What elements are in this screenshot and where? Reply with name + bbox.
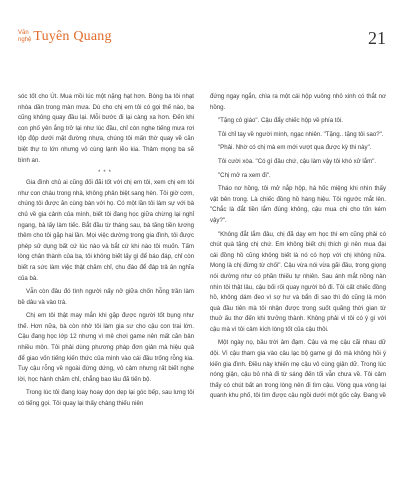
paragraph: Tôi chỉ tay về người mình, ngạc nhiên. "Tặng.. tặng tôi sao?". — [218, 130, 384, 138]
paragraph: Tôi cười xòa. "Có gì đâu chứ, cậu làm vậy tôi khó xử lắm". — [218, 157, 377, 165]
logo-small-line1: Văn — [18, 30, 29, 36]
paragraph: sóc tốt cho Út. Mua mồi lúc một nặng hạt hơn. Bóng ba tôi nhạt nhòa dần trong màn mưa. Dù cho chị em tôi có gọi thế nào, ba cũng không quay đầu lại. Mỗi bước đi lại càng xa hơn. Đến khi con phố yên ắng trở lại như lúc đầu, chỉ còn nghe tiếng mưa rơi lộp độp dưới mặt đường nhựa, chúng tôi mấn thờ quay về căn biệt thự to lớn nhưng vô cùng lạnh lẽo kia. Thảm mọng ba sẽ bình an. — [18, 93, 194, 164]
logo-small-line2: nghệ — [18, 37, 32, 43]
paragraph: "Tặng cô giáo". Cậu đẩy chiếc hộp về phía tôi. — [218, 117, 343, 125]
paragraph: Tháo nơ hồng, tôi mở nắp hộp, há hốc miệng khi nhìn thấy vật bên trong. Là chiếc đồng hồ hàng hiệu. Tôi ngước mắt lên. "Chắc là đắt tiền lắm đúng không, cậu mua chi cho tốn kém vậy?". — [210, 185, 386, 224]
paragraph: "Chị mở ra xem đi". — [218, 171, 271, 179]
magazine-logo — [18, 30, 112, 44]
paragraph: đứng ngay ngắn, chìa ra một cái hộp vuông nhỏ xinh có thắt nơ hồng. — [210, 93, 386, 111]
section-separator: *** — [97, 170, 114, 177]
paragraph: Trong lúc tôi đang loay hoay dọn dẹp lại góc bếp, sau lưng tôi có tiếng gọi. Tôi quay lại thấy chàng thiếu niên — [18, 389, 194, 408]
left-column — [18, 92, 194, 413]
logo-small-text — [18, 30, 31, 44]
logo-main-text: Tuyên Quang — [33, 29, 112, 44]
paragraph: Một ngày nọ, bầu trời âm đạm. Cậu và mẹ cậu cãi nhau dữ dội. Vì cậu tham gia vào câu lạc bộ game gì đó mà không hỏi ý kiến gia đình. Điều này khiến mẹ cậu vô cùng giận dữ. Trong lúc nóng giận, cậu bỏ nhà đi từ sáng đến tối vẫn chưa về. Tôi cảm thấy có chút bất an trong lòng nên đi tìm cậu. Vòng qua vòng lại quanh khu phố, tôi tìm được cậu ngồi dưới một gốc cây. Đang về — [210, 339, 386, 400]
paragraph: "Phải. Nhờ có chị mà em mới vượt qua được kỳ thi này". — [218, 144, 372, 152]
paragraph: Vẫn còn đâu đó tình người nấy nở giữa chốn hỗng trần làm bề dâu và vào trá. — [18, 288, 194, 306]
paragraph: Gia đình chủ ai cũng đối đãi tốt với chị em tôi, xem chị em tôi như con cháu trong nhà, không phân biệt sang hèn. Tôi giờ cơm, chúng tôi được ăn cùng bàn với họ. Có một lần tôi làm sự với bà chủ về gia cảnh của mình, biết tôi đang học giữa chừng lại nghỉ ngang, bà lấy làm tiếc. Bắt đầu từ tháng sau, bà tăng tiền lương thêm cho tôi gặp hai lần. Mọi việc dường trong gia đình, tôi được phép sử dụng bất cứ lúc nào và bắt cứ khi nào tôi muốn. Tấm lòng chân thành của ba, tôi không biết lấy gì để báo đáp, chỉ còn biết ra sức làm việc thật chăm chỉ, chu đáo để đáp trả ân nghĩa của bà. — [18, 179, 194, 282]
paragraph: Chị em tôi thật may mắn khi gặp được người tốt bụng như thế. Hơn nữa, bà còn nhờ tôi làm gia sư cho cậu con trai lớn. Cậu đang học lớp 12 nhưng vì mê chơi game nên mất căn bản nhiều môn. Tôi phải dùng phương pháp đơn giản mà hiệu quả để giao vốn tiếng kiến thức của mình vào cái đầu trống rỗng kia. Tuy cậu rỗng về ngoài đứng dứng, vô cảm nhưng rất biết nghe lời, học hành chăm chỉ, chẳng bao lâu đã tiến bộ. — [18, 312, 194, 383]
page-header — [0, 0, 402, 60]
page-number: 21 — [368, 28, 386, 48]
right-column — [210, 92, 386, 413]
article-body — [18, 92, 386, 413]
paragraph: "Không đắt lắm đâu, chị đã dạy em học thì em cũng phải có chút quà tặng chị chứ. Em không biết chị thích gì nên mua đại cái đồng hồ cũng không biết là nó có hợp với chị không nữa. Mong là chị đừng từ chối". Cậu vừa nói vừa gãi đầu, trong giọng nói dường như có phần thiếu tự nhiên. Sau ánh mắt nồng nàn nhìn tôi thật lâu, cậu bối rối quay người bỏ đi. Tôi cất chiếc đồng hồ, không dám đeo vì sợ hư và bẩn đi sao thì đó cũng là món quà đầu tiên mà tôi nhận được trong suốt quãng thời gian từ thuở ấu thơ đến khi trưởng thành. Không phải vì tôi có ý gì với cậu mà vì tôi cảm kích lòng tốt của cậu thôi. — [210, 230, 386, 333]
